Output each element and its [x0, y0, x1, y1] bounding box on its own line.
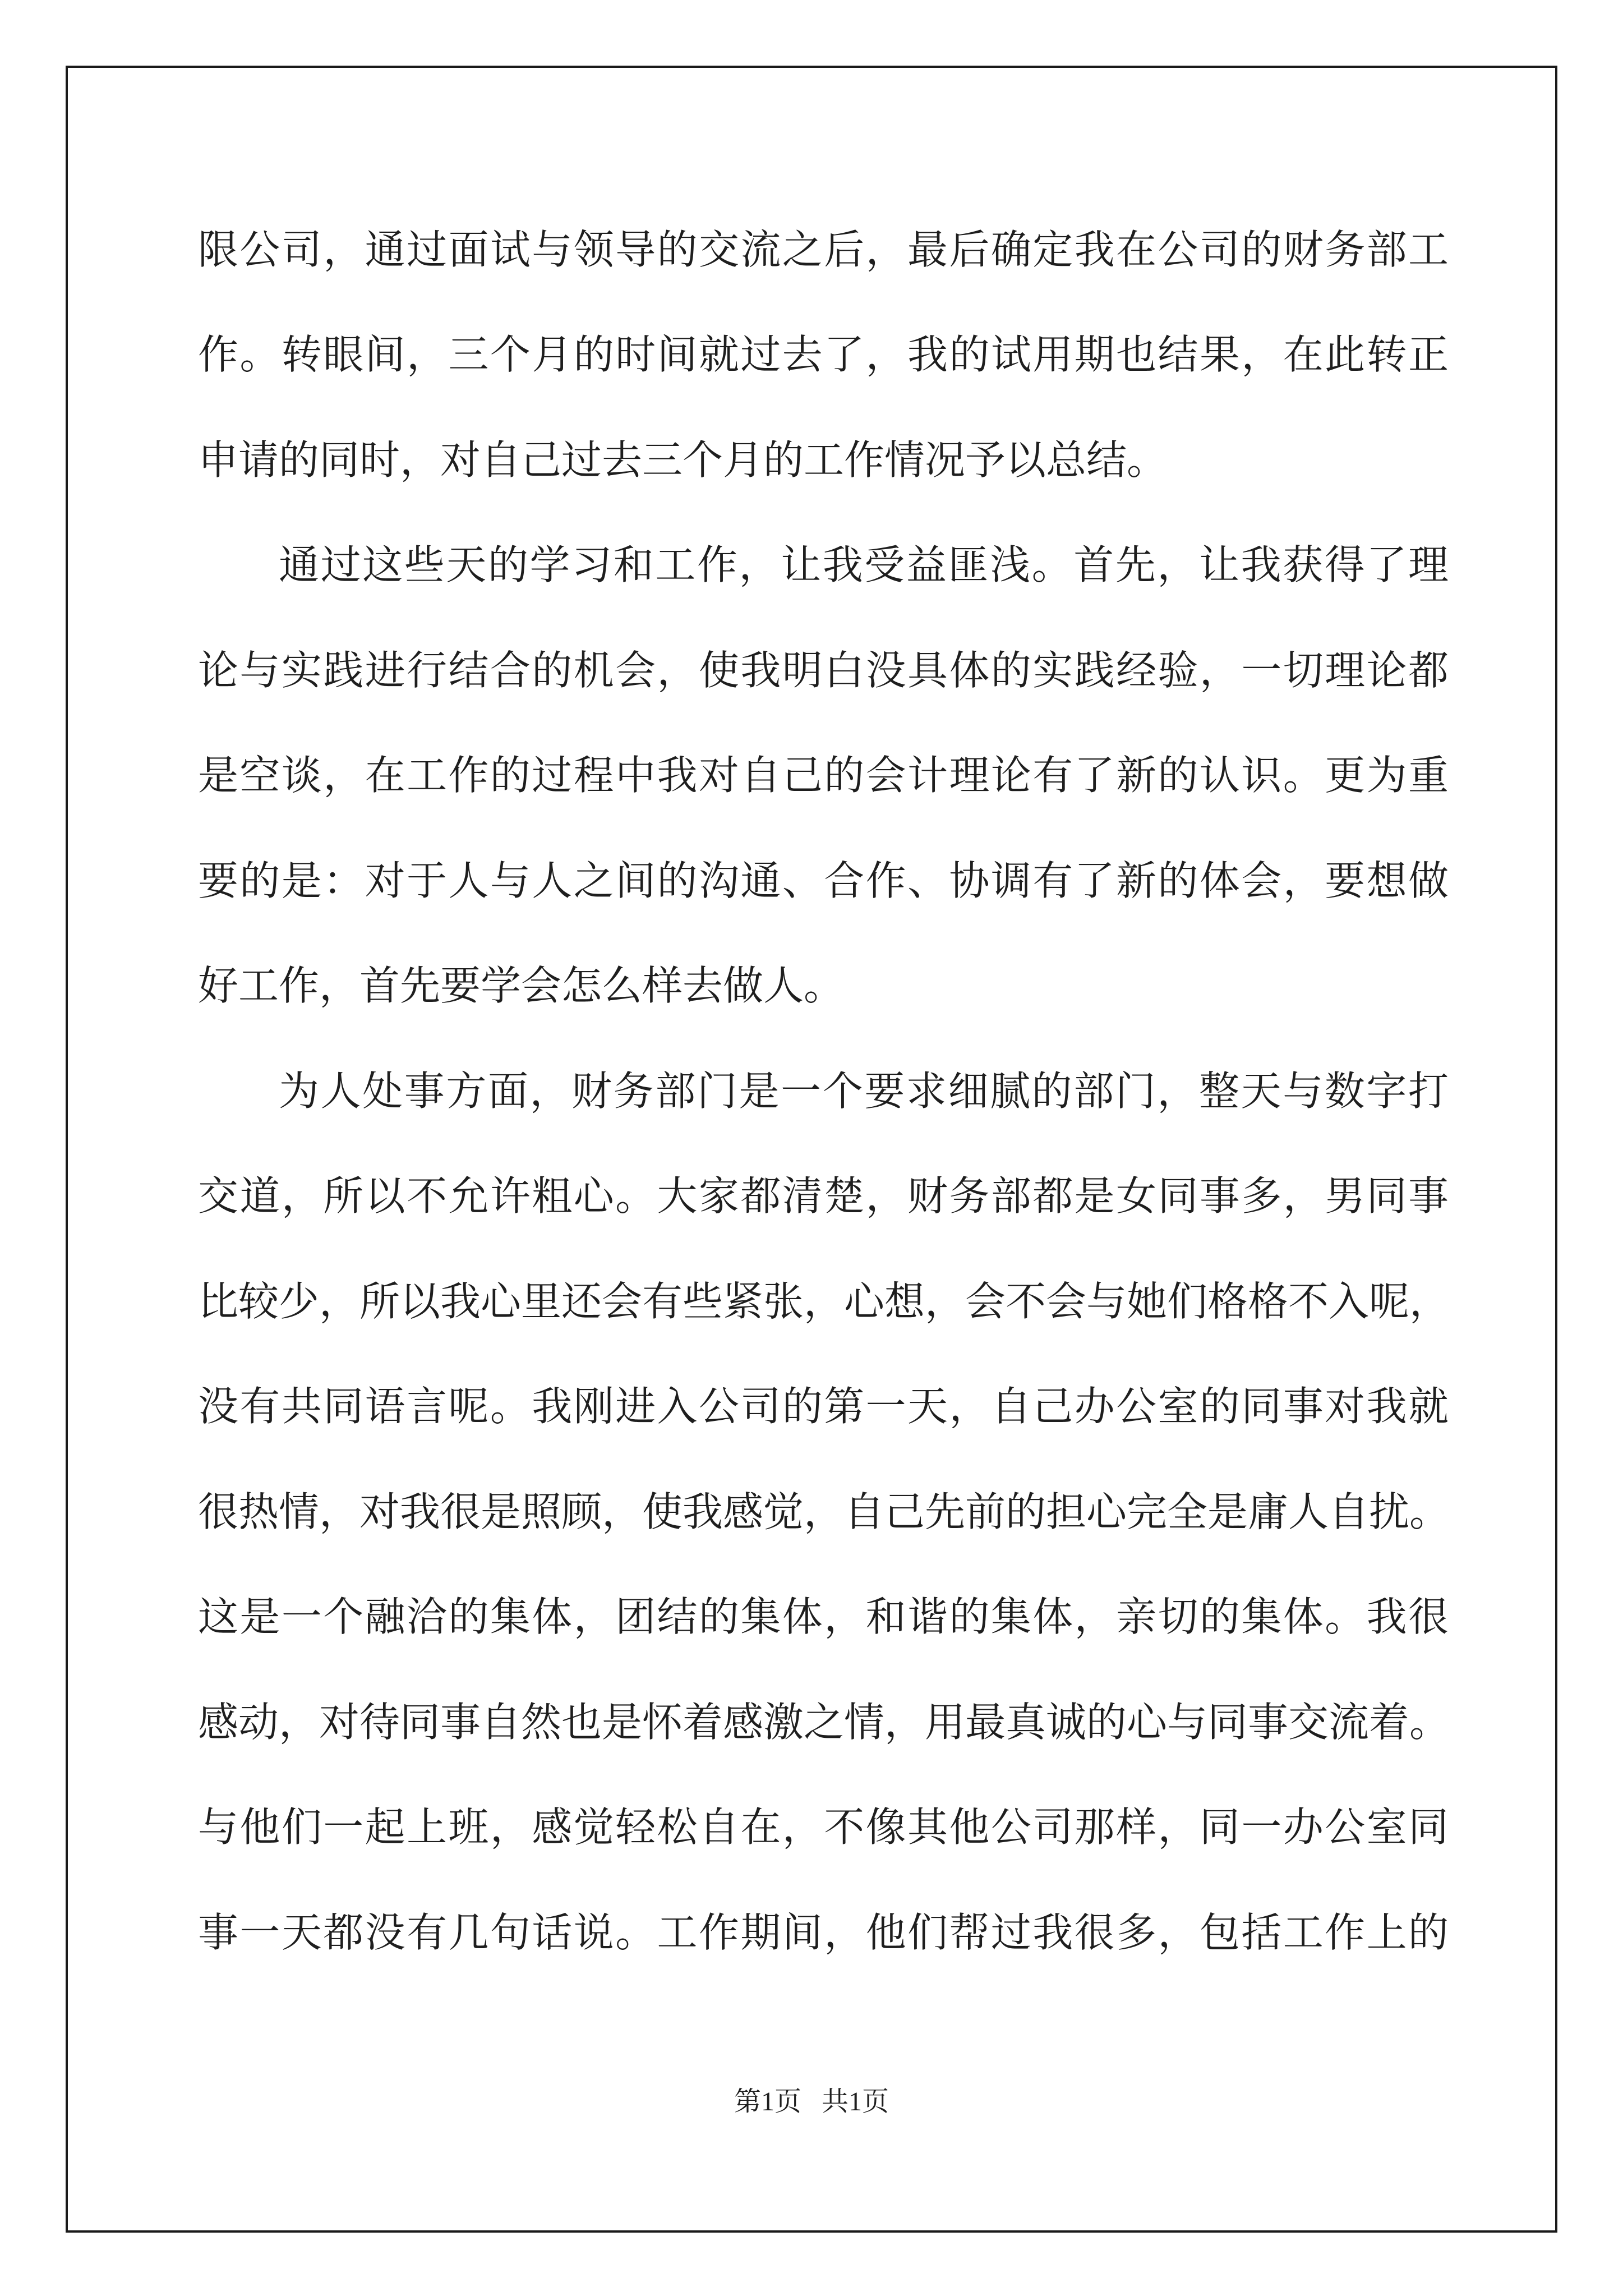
text-line: 交道，所以不允许粗心。大家都清楚，财务部都是女同事多，男同事 [198, 1172, 1449, 1220]
text-line: 好工作，首先要学会怎么样去做人。 [198, 962, 845, 1009]
text-line: 比较少，所以我心里还会有些紧张，心想，会不会与她们格格不入呢， [198, 1278, 1450, 1325]
page-footer: 第1页 共1页 [734, 2087, 889, 2116]
text-line: 与他们一起上班，感觉轻松自在，不像其他公司那样，同一办公室同 [198, 1803, 1449, 1851]
text-line: 限公司，通过面试与领导的交流之后，最后确定我在公司的财务部工 [198, 226, 1449, 273]
text-line: 感动，对待同事自然也是怀着感激之情，用最真诚的心与同事交流着。 [198, 1699, 1450, 1746]
text-line: 通过这些天的学习和工作，让我受益匪浅。首先，让我获得了理 [279, 541, 1449, 588]
text-line: 是空谈，在工作的过程中我对自己的会计理论有了新的认识。更为重 [198, 752, 1449, 799]
text-line: 为人处事方面，财务部门是一个要求细腻的部门，整天与数字打 [279, 1068, 1449, 1115]
text-line: 申请的同时，对自己过去三个月的工作情况予以总结。 [198, 436, 1168, 484]
text-line: 没有共同语言呢。我刚进入公司的第一天，自己办公室的同事对我就 [198, 1383, 1449, 1430]
text-line: 很热情，对我很是照顾，使我感觉，自己先前的担心完全是庸人自扰。 [198, 1488, 1450, 1535]
text-line: 事一天都没有几句话说。工作期间，他们帮过我很多，包括工作上的 [198, 1909, 1449, 1956]
text-line: 这是一个融洽的集体，团结的集体，和谐的集体，亲切的集体。我很 [198, 1593, 1449, 1640]
text-line: 论与实践进行结合的机会，使我明白没具体的实践经验，一切理论都 [198, 647, 1449, 694]
text-line: 要的是：对于人与人之间的沟通、合作、协调有了新的体会，要想做 [198, 857, 1449, 904]
text-line: 作。转眼间，三个月的时间就过去了，我的试用期也结果，在此转正 [198, 331, 1449, 378]
